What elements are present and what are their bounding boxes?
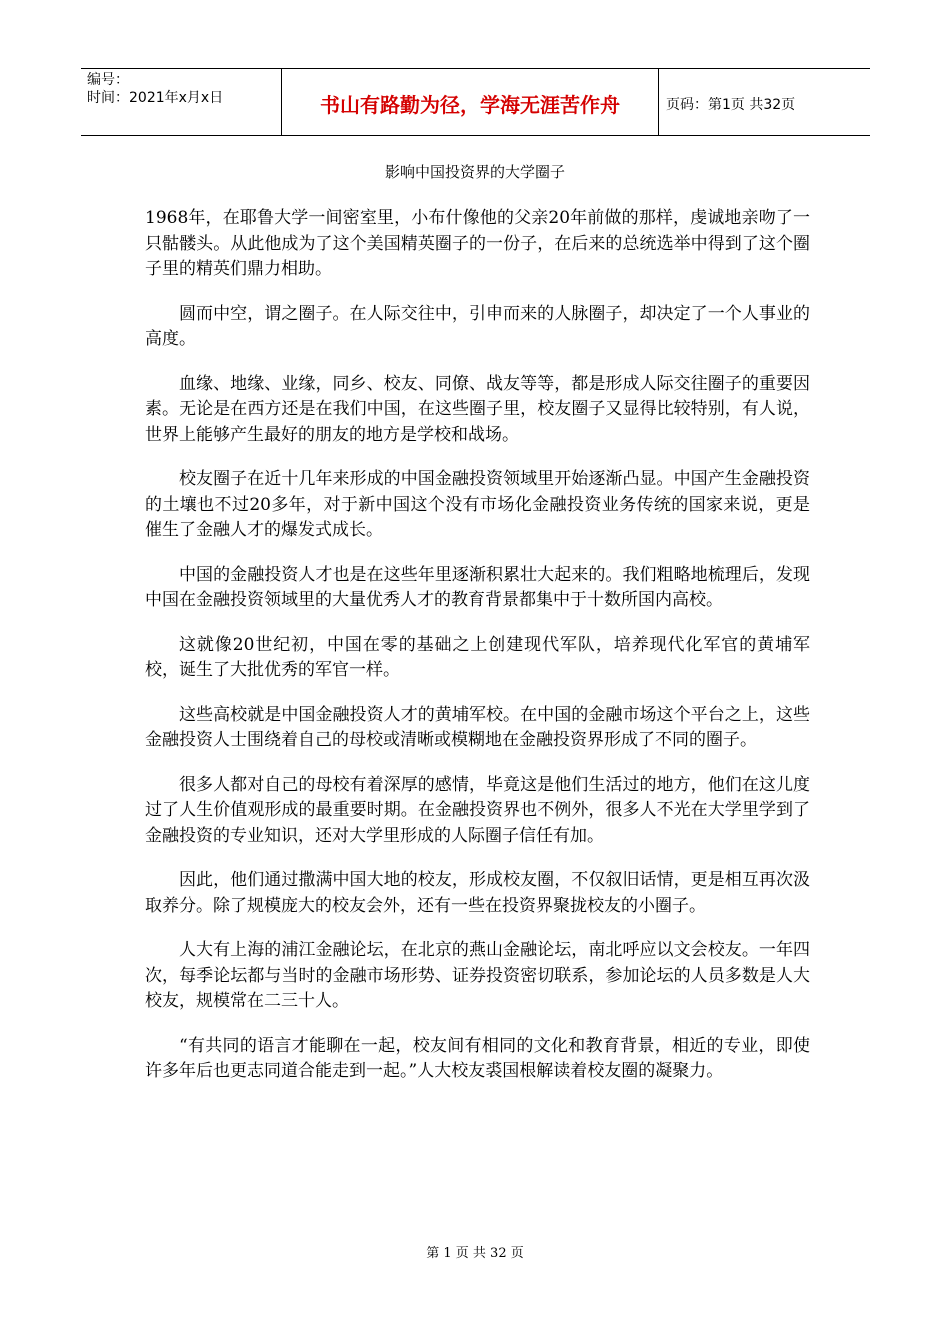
document-title: 影响中国投资界的大学圈子	[384, 163, 565, 181]
document-date: 时间：2021年x月x日	[87, 90, 224, 106]
paragraph: 人大有上海的浦江金融论坛，在北京的燕山金融论坛，南北呼应以文会校友。一年四次，每季论坛都与当时的金融市场形势、证券投资密切联系，参加论坛的人员多数是人大校友，规模常在二三十人。	[145, 940, 810, 1011]
page-header	[81, 68, 870, 136]
paragraph: 这就像20世纪初，中国在零的基础之上创建现代军队，培养现代化军官的黄埔军校，诞生了大批优秀的军官一样。	[145, 634, 810, 680]
paragraph: 因此，他们通过撒满中国大地的校友，形成校友圈，不仅叙旧话情，更是相互再次汲取养分。除了规模庞大的校友会外，还有一些在投资界聚拢校友的小圈子。	[145, 870, 810, 916]
paragraph: 这些高校就是中国金融投资人才的黄埔军校。在中国的金融市场这个平台之上，这些金融投资人士围绕着自己的母校或清晰或模糊地在金融投资界形成了不同的圈子。	[145, 704, 810, 750]
page-footer: 第 1 页 共 32 页	[426, 1246, 524, 1261]
paragraph: 1968年，在耶鲁大学一间密室里，小布什像他的父亲20年前做的那样，虔诚地亲吻了一只骷髅头。从此他成为了这个美国精英圈子的一份子，在后来的总统选举中得到了这个圈子里的精英们鼎力相助。	[145, 208, 810, 279]
paragraph: 中国的金融投资人才也是在这些年里逐渐积累壮大起来的。我们粗略地梳理后，发现中国在金融投资领域里的大量优秀人才的教育背景都集中于十数所国内高校。	[145, 564, 810, 610]
header-motto: 书山有路勤为径，学海无涯苦作舟	[282, 69, 659, 135]
document-body	[145, 206, 810, 1104]
document-number-label: 编号：	[87, 72, 129, 88]
paragraph: 圆而中空，谓之圈子。在人际交往中，引申而来的人脉圈子，却决定了一个人事业的高度。	[145, 303, 810, 349]
header-meta	[81, 69, 282, 135]
paragraph: 血缘、地缘、业缘，同乡、校友、同僚、战友等等，都是形成人际交往圈子的重要因素。无论是在西方还是在我们中国，在这些圈子里，校友圈子又显得比较特别，有人说，世界上能够产生最好的朋友的地方是学校和战场。	[145, 373, 810, 445]
paragraph: 很多人都对自己的母校有着深厚的感情，毕竟这是他们生活过的地方，他们在这儿度过了人生价值观形成的最重要时期。在金融投资界也不例外，很多人不光在大学里学到了金融投资的专业知识，还对大学里形成的人际圈子信任有加。	[145, 774, 810, 846]
paragraph: 校友圈子在近十几年来形成的中国金融投资领域里开始逐渐凸显。中国产生金融投资的土壤也不过20多年，对于新中国这个没有市场化金融投资业务传统的国家来说，更是催生了金融人才的爆发式成长。	[145, 469, 810, 540]
paragraph: “有共同的语言才能聊在一起，校友间有相同的文化和教育背景，相近的专业，即使许多年后也更志同道合能走到一起。”人大校友裘国根解读着校友圈的凝聚力。	[145, 1035, 810, 1081]
header-page-info: 页码：第1页 共32页	[666, 97, 796, 113]
